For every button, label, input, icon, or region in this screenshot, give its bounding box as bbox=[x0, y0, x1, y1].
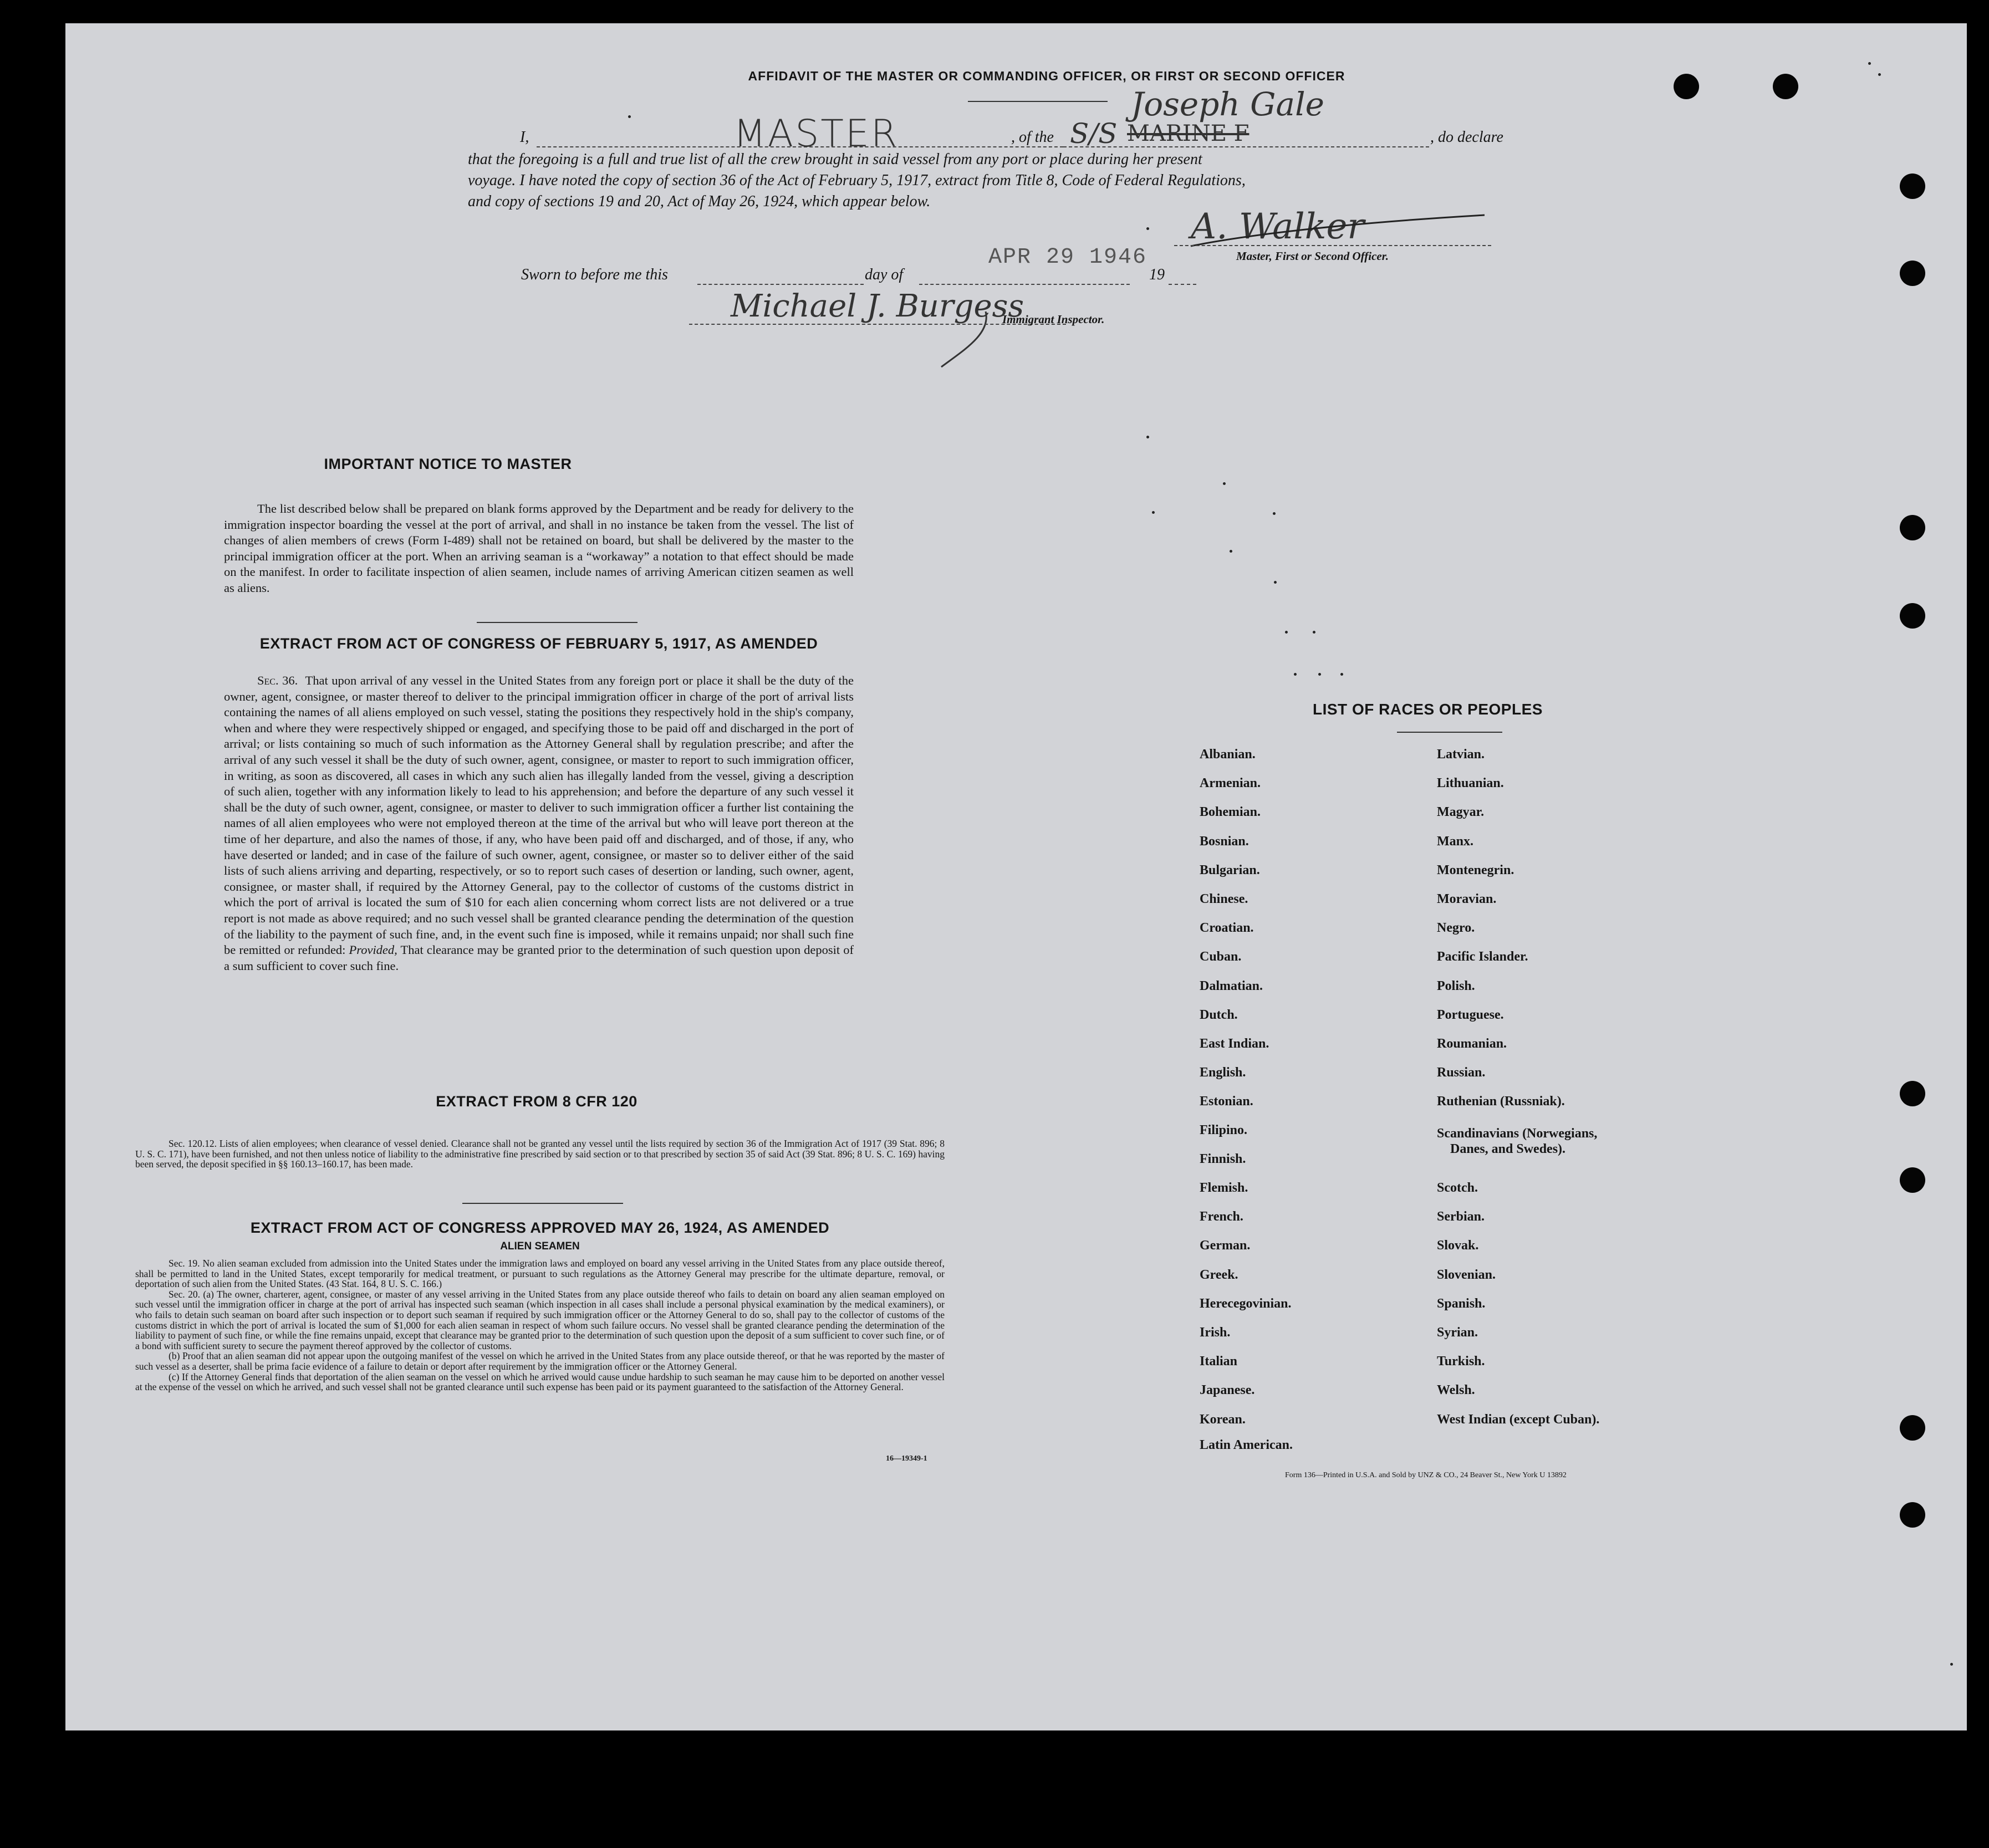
races-rule bbox=[1397, 732, 1502, 733]
sec36-paragraph bbox=[224, 673, 854, 974]
sec20b-paragraph: (b) Proof that an alien seaman did not appear upon the outgoing manifest of the vessel on which he arrived in the United States from any place outside thereof, or that he was reported by the master of such vessel as a deserter, shall be prima facie evidence of a failure to detain or deport after requirement by the immigration officer or the Attorney General. bbox=[135, 1350, 945, 1372]
race-left-item: East Indian. bbox=[1200, 1037, 1269, 1051]
speck bbox=[1273, 512, 1276, 515]
declare-label: , do declare bbox=[1430, 129, 1503, 146]
race-left-item: Croatian. bbox=[1200, 921, 1254, 936]
sec36-body: That upon arrival of any vessel in the United States from any foreign port or place it shall be the duty of the owner, agent, consignee, or master thereof to deliver to the principal immigration officer in charge of the port of arrival lists containing the names of all aliens employed on such vessel, stating the positions they respectively hold in the ship's company, when and where they were respectively shipped or engaged, and specifying those to be paid off and discharged in the port of arrival; or lists containing so much of such information as the Attorney General shall by regulation prescribe; and after the arrival of any such vessel it shall be the duty of such owner, agent, consignee, or master to report to such immigration officer, in writing, as soon as discovered, all cases in which any such alien has illegally landed from the vessel, giving a description of such alien, together with any information likely to lead to his apprehension; and before the departure of any such vessel it shall be the duty of such owner, agent, consignee, or master to deliver to such immigration officer a further list containing the names of all alien employees who were not employed thereon at the time of the arrival but who will leave port thereon at the time of her departure, and also the names of those, if any, who have been paid off and discharged, and of those, if any, who have deserted or landed; and in case of the failure of such owner, agent, consignee, or master so to deliver either of the said lists of such aliens arriving and departing, respectively, or so to report such cases of desertion or landing, such owner, agent, consignee, or master shall, if required by the Attorney General, pay to the collector of customs of the customs district in which the port of arrival is located the sum of $10 for each alien concerning whom correct lists are not delivered or a true report is not made as above required; and no such vessel shall be granted clearance pending the determination of the question of the liability to the payment of such fine, and, in the event such fine is imposed, while it remains unpaid; nor shall such fine be remitted or refunded: bbox=[224, 673, 854, 957]
notice-paragraph: The list described below shall be prepared on blank forms approved by the Department and be ready for delivery to the immigration inspector boarding the vessel at the port of arrival, and shall in no instance be taken from the vessel. The list of changes of alien members of crews (Form I-489) shall not be retained on board, but shall be delivered by the master to the principal immigration officer at the port. When an arriving seaman is a “workaway” a notation to that effect should be made on the manifest. In order to facilitate inspection of alien seamen, include names of arriving American citizen seamen as well as aliens. bbox=[224, 502, 854, 595]
speck bbox=[1146, 227, 1149, 230]
race-right-item: Pacific Islander. bbox=[1437, 949, 1528, 964]
affidavit-body-line1: that the foregoing is a full and true list of all the crew brought in said vessel from any port or place during her present bbox=[468, 151, 1202, 168]
race-right-item: Manx. bbox=[1437, 834, 1473, 849]
race-right-item: Moravian. bbox=[1437, 892, 1497, 906]
year-label: 19 bbox=[1149, 266, 1165, 283]
i-label: I, bbox=[520, 129, 529, 146]
affidavit-title: AFFIDAVIT OF THE MASTER OR COMMANDING OFFICER, OR FIRST OR SECOND OFFICER bbox=[748, 69, 1345, 83]
race-right-item: Turkish. bbox=[1437, 1354, 1485, 1369]
speck bbox=[628, 115, 631, 118]
year-dash bbox=[1169, 284, 1196, 285]
punch-hole bbox=[1900, 603, 1925, 629]
race-right-item: Danes, and Swedes). bbox=[1450, 1142, 1566, 1156]
month-dash bbox=[919, 284, 1130, 285]
race-left-item: Japanese. bbox=[1200, 1383, 1255, 1398]
race-left-item: Finnish. bbox=[1200, 1152, 1246, 1166]
notice-rule bbox=[477, 622, 638, 623]
notice-title: IMPORTANT NOTICE TO MASTER bbox=[324, 456, 572, 472]
title-rule bbox=[968, 101, 1108, 102]
extract1917-title: EXTRACT FROM ACT OF CONGRESS OF FEBRUARY 5, 1917, AS AMENDED bbox=[259, 635, 818, 652]
cfr-title: EXTRACT FROM 8 CFR 120 bbox=[436, 1093, 638, 1110]
race-left-item: Latin American. bbox=[1200, 1438, 1293, 1452]
speck bbox=[1318, 673, 1321, 676]
race-right-item: Magyar. bbox=[1437, 805, 1485, 820]
race-left-item: Estonian. bbox=[1200, 1094, 1253, 1109]
race-left-item: German. bbox=[1200, 1238, 1251, 1253]
race-right-item: West Indian (except Cuban). bbox=[1437, 1412, 1600, 1427]
race-left-item: Irish. bbox=[1200, 1325, 1231, 1340]
race-right-item: Russian. bbox=[1437, 1065, 1486, 1080]
race-left-item: Bohemian. bbox=[1200, 805, 1261, 820]
races-title: LIST OF RACES OR PEOPLES bbox=[1313, 701, 1543, 718]
race-right-item: Spanish. bbox=[1437, 1296, 1486, 1311]
cfr-rule bbox=[462, 1203, 623, 1204]
race-left-item: Korean. bbox=[1200, 1412, 1246, 1427]
punch-hole bbox=[1900, 261, 1925, 286]
punch-hole bbox=[1900, 1081, 1925, 1106]
sworn-day-dash bbox=[697, 284, 864, 285]
race-left-item: Filipino. bbox=[1200, 1123, 1248, 1137]
race-left-item: Chinese. bbox=[1200, 892, 1248, 906]
speck bbox=[1313, 631, 1315, 634]
punch-hole bbox=[1674, 74, 1699, 99]
race-left-item: Dalmatian. bbox=[1200, 978, 1263, 993]
master-label: Master, First or Second Officer. bbox=[1236, 249, 1389, 263]
race-right-item: Latvian. bbox=[1437, 747, 1485, 762]
cfr-paragraph: Sec. 120.12. Lists of alien employees; when clearance of vessel denied. Clearance shall not be granted any vessel until the lists required by section 36 of the Immigration Act of 1917 (39 Stat. 896; 8 U. S. C. 171), have been furnished, and not then unless notice of liability to the administrative fine prescribed by said section or to that prescribed by section 35 of said Act (39 Stat. 896; 8 U. S. C. 169) having been served, the deposit specified in §§ 160.13–160.17, has been made. bbox=[135, 1138, 945, 1170]
race-left-item: English. bbox=[1200, 1065, 1246, 1080]
speck bbox=[1274, 581, 1277, 584]
document-page bbox=[65, 23, 1967, 1730]
race-left-item: Bulgarian. bbox=[1200, 862, 1260, 877]
race-right-item: Polish. bbox=[1437, 978, 1475, 993]
race-right-item: Ruthenian (Russniak). bbox=[1437, 1094, 1565, 1109]
inspector-label: Immigrant Inspector. bbox=[1002, 313, 1105, 326]
vessel-dash-line bbox=[1063, 146, 1429, 147]
of-the-label: , of the bbox=[1011, 129, 1054, 146]
race-right-item: Serbian. bbox=[1437, 1209, 1485, 1224]
vessel-prefix-handwriting: S/S bbox=[1070, 118, 1118, 150]
punch-hole bbox=[1900, 1415, 1925, 1441]
master-dash-line bbox=[1174, 245, 1491, 246]
speck bbox=[1950, 1663, 1953, 1666]
notice-text bbox=[224, 501, 854, 596]
race-left-item: Flemish. bbox=[1200, 1181, 1248, 1195]
race-right-item: Scandinavians (Norwegians, bbox=[1437, 1126, 1598, 1141]
sworn-label: Sworn to before me this bbox=[521, 266, 668, 283]
cfr-text bbox=[135, 1139, 945, 1170]
punch-hole bbox=[1773, 74, 1798, 99]
day-of-label: day of bbox=[865, 266, 904, 283]
date-stamp: APR 29 1946 bbox=[988, 245, 1148, 270]
extract1924-title: EXTRACT FROM ACT OF CONGRESS APPROVED MAY 26, 1924, AS AMENDED bbox=[250, 1219, 830, 1236]
race-left-item: Italian bbox=[1200, 1354, 1238, 1369]
master-handwriting: MASTER bbox=[733, 112, 899, 156]
master-signature: A. Walker bbox=[1191, 206, 1364, 247]
extract1924-text bbox=[135, 1258, 945, 1392]
race-right-item: Lithuanian. bbox=[1437, 776, 1504, 791]
inspector-signature: Michael J. Burgess bbox=[731, 288, 1024, 324]
sec20c-paragraph: (c) If the Attorney General finds that deportation of the alien seaman on the vessel on which he arrived would cause undue hardship to such seaman he may cause him to be deported on another vessel at the expense of the vessel on which he arrived, and such vessel shall not be granted clearance until such expense has been paid or its payment guaranteed to the satisfaction of the Attorney General. bbox=[135, 1371, 945, 1393]
punch-hole bbox=[1900, 1167, 1925, 1193]
punch-hole bbox=[1900, 1502, 1925, 1528]
inspector-flourish bbox=[930, 300, 1008, 372]
race-right-item: Scotch. bbox=[1437, 1181, 1478, 1195]
speck bbox=[1230, 550, 1232, 553]
speck bbox=[1340, 673, 1343, 676]
vessel-name-handwriting: Joseph Gale bbox=[1131, 85, 1324, 123]
race-left-item: Greek. bbox=[1200, 1267, 1238, 1282]
affidavit-body-line2: voyage. I have noted the copy of section 36 of the Act of February 5, 1917, extract from Title 8, Code of Federal Regulations, bbox=[468, 172, 1246, 189]
race-left-item: French. bbox=[1200, 1209, 1243, 1224]
extract1917-text bbox=[224, 673, 854, 974]
race-left-item: Albanian. bbox=[1200, 747, 1256, 762]
speck bbox=[1868, 62, 1871, 65]
form-code: 16—19349-1 bbox=[886, 1454, 927, 1463]
sec36-label: Sec. 36. bbox=[257, 673, 298, 687]
race-left-item: Dutch. bbox=[1200, 1007, 1238, 1022]
race-right-item: Slovak. bbox=[1437, 1238, 1479, 1253]
speck bbox=[1285, 631, 1288, 634]
race-right-item: Roumanian. bbox=[1437, 1037, 1507, 1051]
sec36-end: That clearance may be granted prior to the determination of such question upon deposit of a sum sufficient to cover such fine. bbox=[224, 943, 854, 973]
race-left-item: Armenian. bbox=[1200, 776, 1261, 791]
affidavit-body-line3: and copy of sections 19 and 20, Act of May 26, 1924, which appear below. bbox=[468, 193, 931, 210]
speck bbox=[1878, 73, 1881, 76]
race-left-item: Bosnian. bbox=[1200, 834, 1249, 849]
race-left-item: Cuban. bbox=[1200, 949, 1242, 964]
vessel-struck-name: MARINE F bbox=[1127, 121, 1250, 146]
race-right-item: Negro. bbox=[1437, 921, 1475, 936]
race-right-item: Montenegrin. bbox=[1437, 862, 1514, 877]
provided-label: Provided, bbox=[349, 943, 397, 957]
race-left-item: Herecegovinian. bbox=[1200, 1296, 1292, 1311]
punch-hole bbox=[1900, 515, 1925, 540]
speck bbox=[1294, 673, 1297, 676]
speck bbox=[1152, 511, 1155, 514]
extract1924-subtitle: ALIEN SEAMEN bbox=[500, 1240, 580, 1252]
speck bbox=[1146, 436, 1149, 438]
race-right-item: Syrian. bbox=[1437, 1325, 1478, 1340]
sec19-paragraph: Sec. 19. No alien seaman excluded from admission into the United States under the immigration laws and employed on board any vessel arriving in the United States from any place outside thereof, shall be permitted to land in the United States, except temporarily for medical treatment, or pursuant to such regulations as the Attorney General may prescribe for the ultimate departure, removal, or deportation of such alien from the United States. (43 Stat. 164, 8 U. S. C. 166.) bbox=[135, 1258, 945, 1290]
race-right-item: Welsh. bbox=[1437, 1383, 1475, 1398]
printer-footer: Form 136—Printed in U.S.A. and Sold by UNZ & CO., 24 Beaver St., New York U 13892 bbox=[1285, 1471, 1567, 1479]
sec20a-paragraph: Sec. 20. (a) The owner, charterer, agent, consignee, or master of any vessel arriving in the United States from any place outside thereof who fails to detain on board any alien seaman employed on such vessel until the immigration officer in charge at the port of arrival has inspected such seaman (which inspection in all cases shall include a personal physical examination by the medical examiners), or who fails to detain such seaman on board after such inspection or to deport such seaman if required by such immigration officer or the Attorney General to do so, shall pay to the collector of customs of the customs district in which the port of arrival is located the sum of $1,000 for each alien seaman in respect of whom such failure occurs. No vessel shall be granted clearance pending the determination of the liability to payment of such fine, or while the fine remains unpaid, except that clearance may be granted prior to the determination of such question upon the deposit of a sum sufficient to cover such fine, or of a bond with sufficient surety to secure the payment thereof approved by the collector of customs. bbox=[135, 1288, 945, 1351]
punch-hole bbox=[1900, 173, 1925, 199]
race-right-item: Portuguese. bbox=[1437, 1007, 1504, 1022]
race-right-item: Slovenian. bbox=[1437, 1267, 1496, 1282]
speck bbox=[1223, 482, 1226, 485]
